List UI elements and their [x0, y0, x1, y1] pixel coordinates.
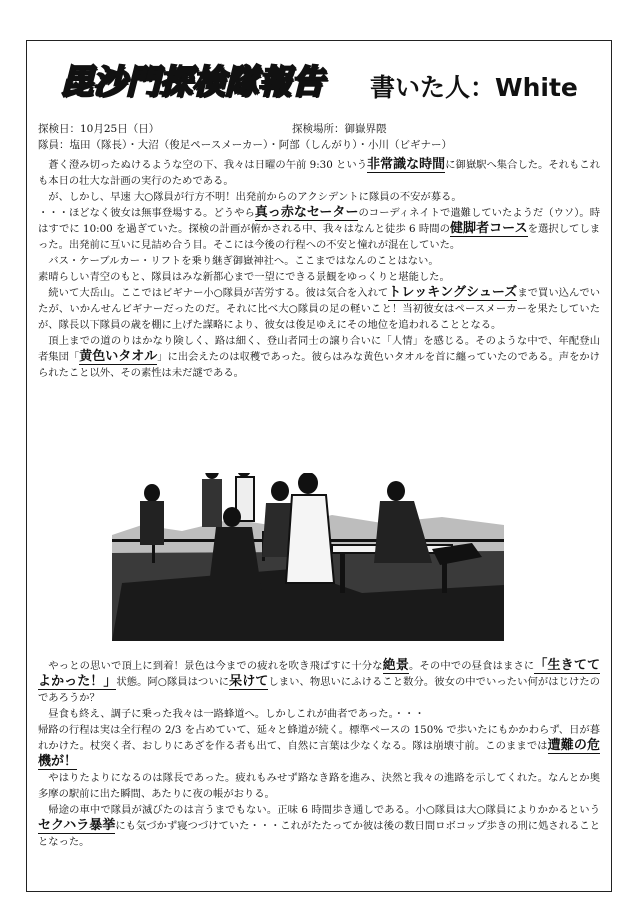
highlight-text: 非常識な時間 — [367, 157, 446, 172]
paragraph: 昼食も終え、調子に乗った我々は一路蜂道へ。しかしこれが曲者であった。・・・ — [48, 708, 425, 720]
date-value: 10月25日（日） — [80, 123, 160, 135]
highlight-text: トレッキングシューズ — [388, 285, 518, 300]
highlight-text: 健脚者コース — [449, 221, 528, 236]
place-line — [292, 121, 387, 137]
members-value: 塩田（隊長）・大沼（俊足ペースメーカー）・阿部（しんがり）・小川（ビギナー） — [69, 139, 453, 151]
author-name: White — [495, 73, 578, 102]
members-label: 隊員： — [38, 139, 70, 151]
paragraph: が、しかし、早速 大○隊員が行方不明！出発前からのアクシデントに隊員の不安が募る。 — [48, 191, 462, 203]
highlight-text: 黄色いタオル — [79, 349, 158, 364]
members-line — [38, 137, 452, 153]
report-title: 毘沙門探検隊報告 — [60, 62, 324, 101]
report-section-2 — [38, 658, 600, 850]
highlight-text: 絶景 — [382, 658, 409, 673]
report-section-1 — [38, 157, 600, 381]
author-line — [370, 66, 600, 110]
paragraph: 帰路の行程は実は全行程の 2/3 を占めていて、延々と蜂道が続く。標準ペースの 150% で歩いたにもかかわらず、日が暮れかけた。杖突く者、おしりにあざを作る者も出て、自然に言葉は少なくなる。隊は崩壊寸前。このままでは遭難の危機が！ — [38, 724, 600, 769]
paragraph: 続いて大岳山。ここではビギナー小○隊員が苦労する。彼は気合を入れてトレッキングシューズまで買い込んでいたが、いかんせんビギナーだったのだ。それに比べ大○隊員の足の軽いこと！当初彼女はペースメーカーを果たしていたが、隊長以下隊員の歳を棚に上げた謀略により、彼女は俊足ゆえにその地位を追われることとなる。 — [38, 285, 601, 331]
highlight-text: 真っ赤なセーター — [254, 205, 359, 220]
paragraph: ・・・ほどなく彼女は無事登場する。どうやら真っ赤なセーターのコーディネイトで遣難していたようだ（ウソ）。時はすでに 10:00 を過ぎていた。探検の計画が俯かされる中、我々はなんと徒歩 6 時間の健脚者コースを選択してしまった。出発前に互いに見詰め合う目。そこには今後の行程への不安と憧れが混在していた。 — [38, 205, 601, 251]
highlight-text: 呆けて — [229, 674, 269, 689]
paragraph: やはりたよりになるのは隊長であった。疲れもみせず路なき路を進み、決然と我々の進路を示してくれた。なんとか奥多摩の駅前に出た瞬間、あたりに夜の帳がおりる。 — [38, 772, 600, 800]
date-label: 探検日： — [38, 123, 80, 135]
place-label: 探検場所： — [292, 123, 345, 135]
highlight-text: セクハラ暴挙 — [38, 818, 116, 833]
paragraph: 蒼く澄み切ったぬけるような空の下、我々は日曜の午前 9:30 という非常識な時間に御嶽駅へ集合した。それもこれも本日の壮大な計画の実行のためである。 — [38, 157, 600, 187]
date-line — [38, 121, 159, 137]
highlight-text: 遭難の危機が！ — [38, 738, 600, 769]
photo-illustration — [112, 473, 504, 641]
paragraph: バス・ケーブルカー・リフトを乗り継ぎ御嶽神社へ。ここまではなんのことはない。 — [48, 255, 439, 267]
place-value: 御嶽界隈 — [344, 123, 387, 135]
paragraph: 頂上までの道のりはかなり険しく、路は細く、登山者同士の譲り合いに「人情」を感じる。そのような中で、年配登山者集団「黄色いタオル」に出会えたのは収穫であった。彼らはみな黄色いタオルを首に纏っていたのである。声をかけられたこと以外、その素性は未だ謎である。 — [38, 335, 600, 379]
paragraph: 帰途の車中で隊員が滅びたのは言うまでもない。正味 6 時間歩き通しである。小○隊員は大○隊員によりかかるというセクハラ暴挙にも気づかず寝つづけていた・・・これがたたってか彼は後の数日間ロボコップ歩きの刑に処されることとなった。 — [38, 804, 600, 848]
highlight-text: 「生きててよかった！」 — [38, 658, 600, 689]
paragraph: 素晴らしい青空のもと、隊員はみな新都心まで一望にできる景観をゆっくりと堪能した。 — [38, 271, 450, 283]
group-photo — [112, 473, 504, 641]
author-label: 書いた人： — [370, 73, 496, 102]
paragraph: やっとの思いで頂上に到着！景色は今までの疲れを吹き飛ばすに十分な絶景。その中での昼食はまさに「生きててよかった！」状態。阿○隊員はついに呆けてしまい、物思いにふけること数分。彼女の中でいったい何がはじけたのであろうか？ — [38, 658, 600, 704]
